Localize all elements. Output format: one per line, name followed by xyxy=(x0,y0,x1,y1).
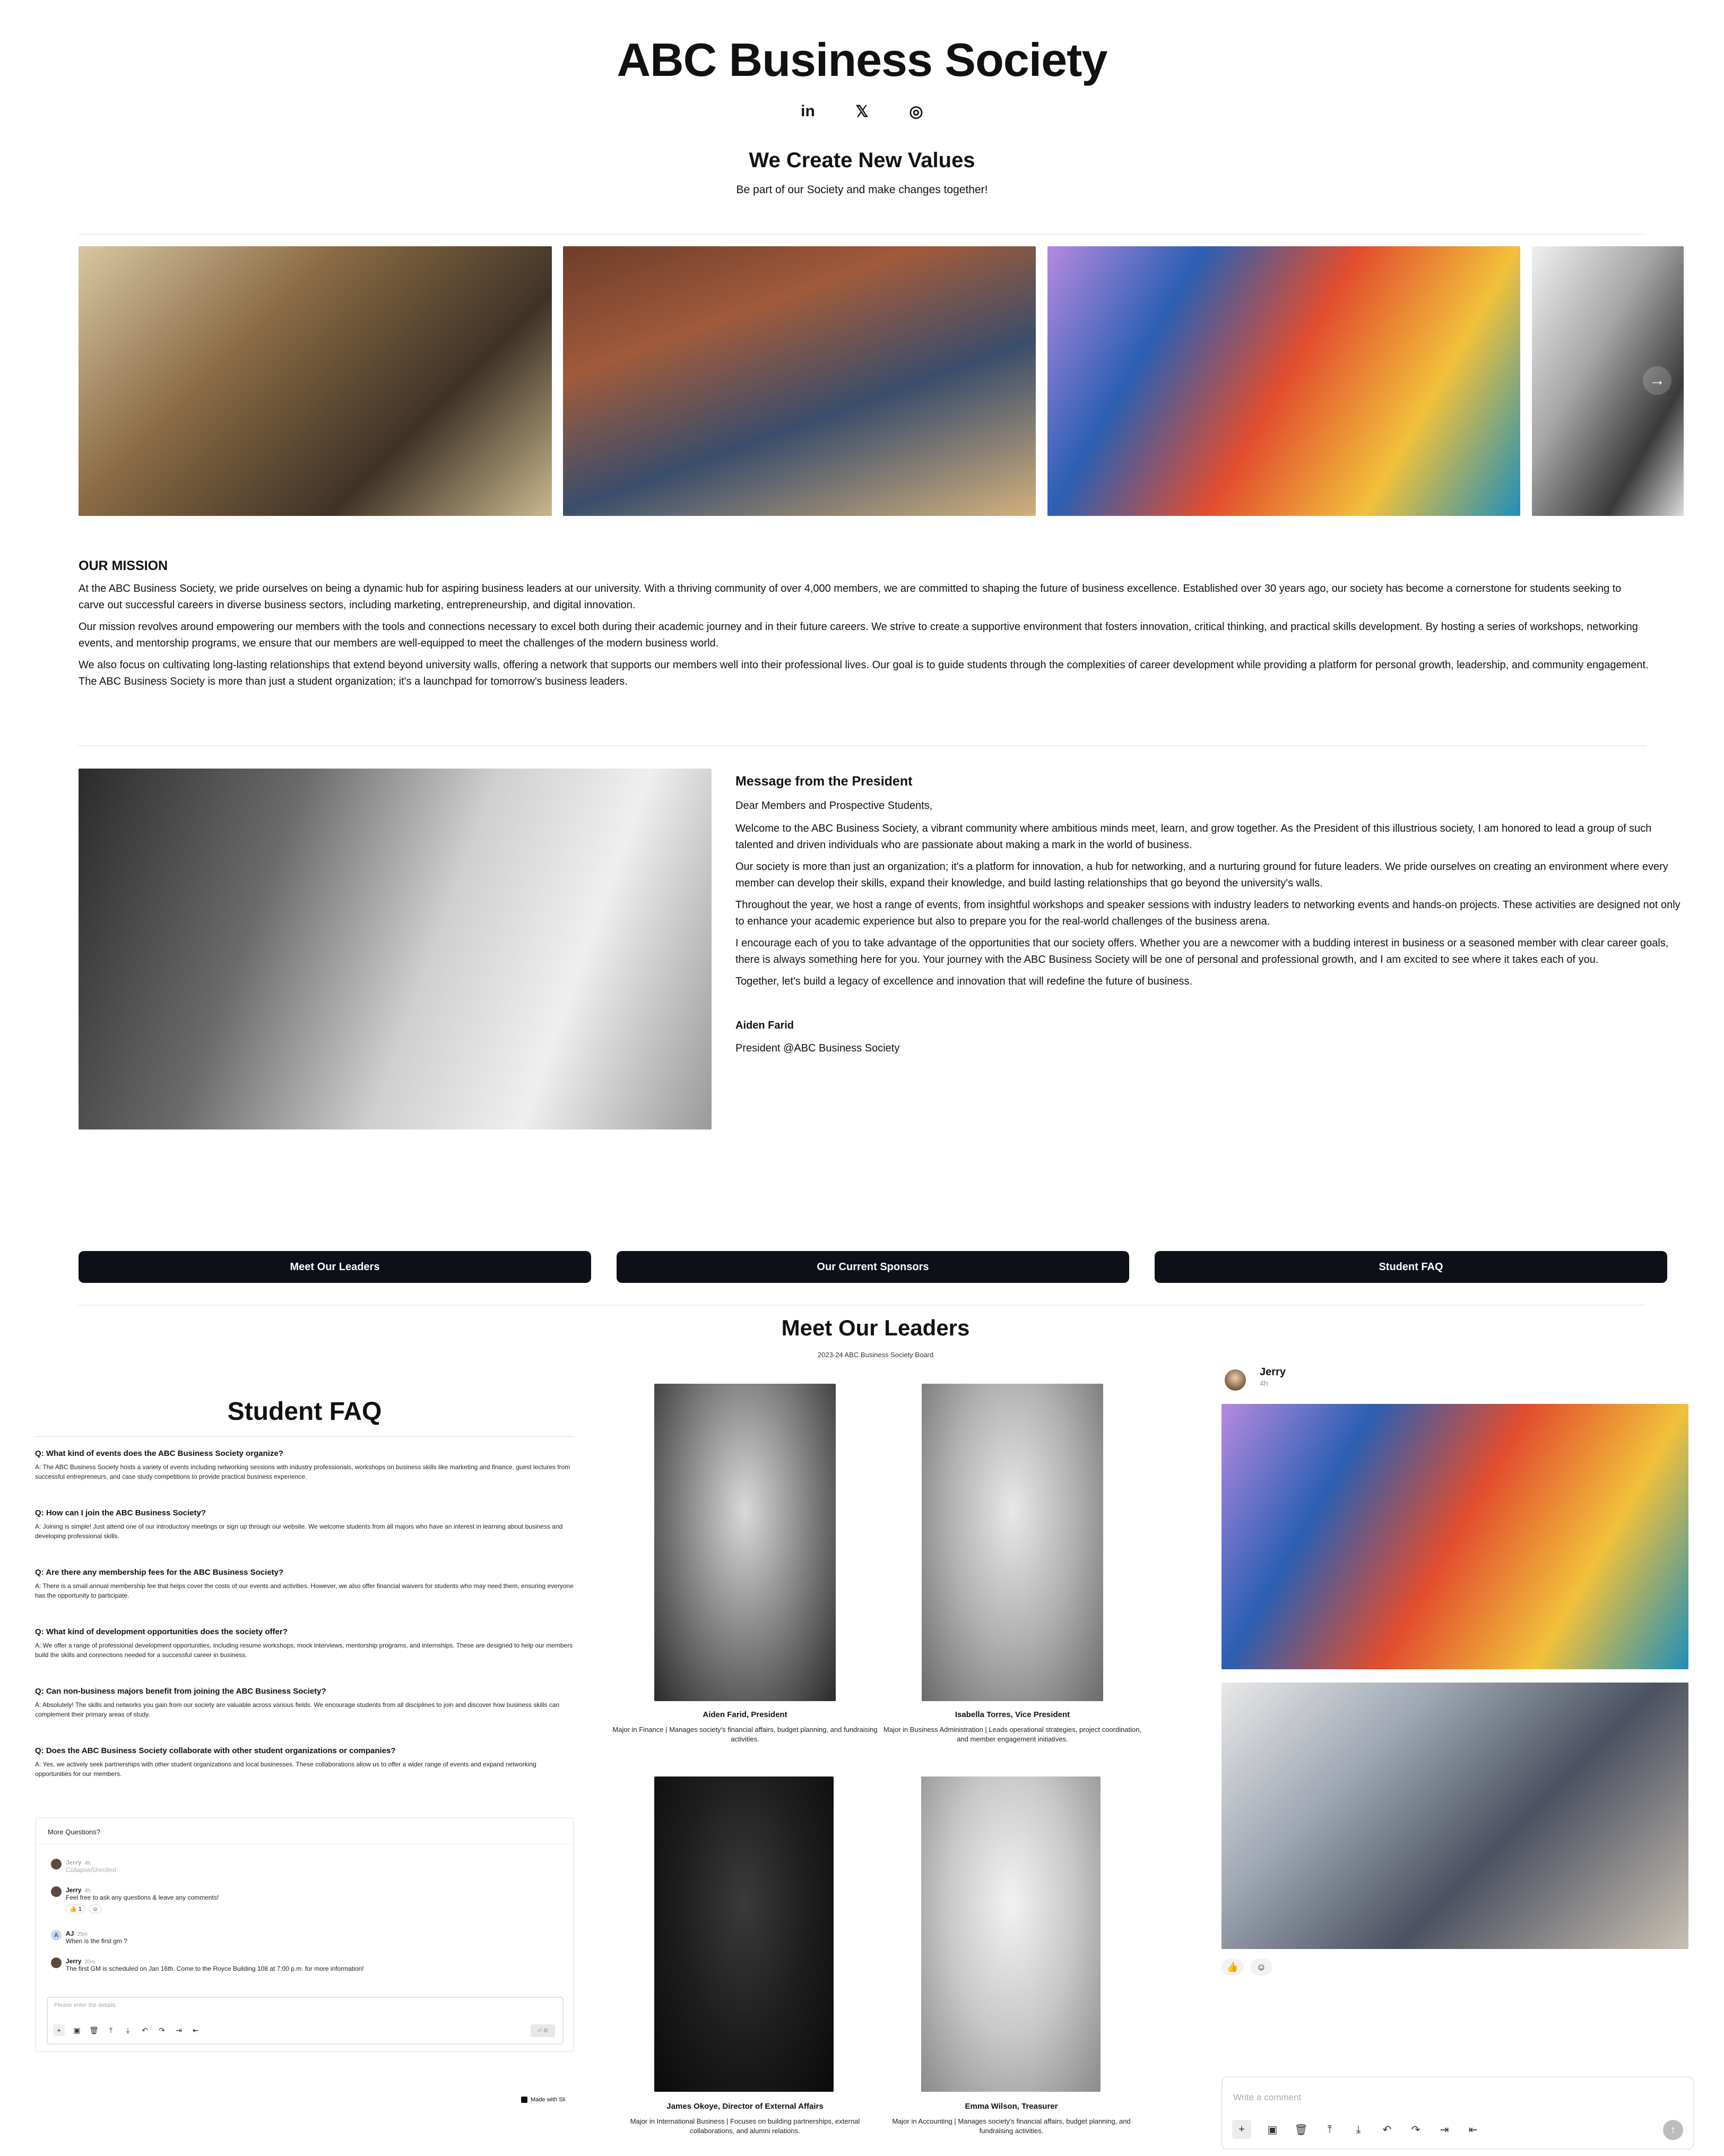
add-reaction-icon[interactable]: ☺ xyxy=(89,1904,102,1913)
trash-icon[interactable]: 🗑 xyxy=(89,2025,99,2034)
faq-question: Q: What kind of development opportunities does the society offer? xyxy=(35,1627,288,1636)
comment-input[interactable]: Write a comment xyxy=(1233,2092,1302,2102)
upload-icon[interactable]: ⤒ xyxy=(1327,2123,1332,2135)
faq-item xyxy=(35,1746,574,1806)
meet-leaders-button[interactable]: Meet Our Leaders xyxy=(79,1251,591,1283)
president-photo xyxy=(79,769,712,1129)
president-paragraph: I encourage each of you to take advantage of the opportunities that our society offers. Whether you are a newcomer with a budding interest in business or a seasoned member with clear career goals, there is always something here for you. Your journey with the ABC Business Society will be one of personal and professional growth, and I am excited to see where it takes each of you. xyxy=(735,937,1669,965)
x-icon[interactable]: 𝕏 xyxy=(855,102,869,120)
mission-paragraph: Our mission revolves around empowering our members with the tools and connections necessary to excel both during their academic journey and in their future careers. We strive to create a supportive environment that fosters innovation, critical thinking, and practical skills development. By hosting a series of workshops, networking events, and mentorship programs, we ensure that our members are well-equipped to meet the challenges of the modern business world. xyxy=(79,621,1638,649)
instagram-icon[interactable]: ◎ xyxy=(909,102,923,120)
faq-item xyxy=(35,1687,574,1746)
faq-answer: A: Yes, we actively seek partnerships with other student organizations and local businesses. These collaborations allow us to offer a wider range of events and expand networking opportunities for our members. xyxy=(35,1761,536,1778)
leader-description: Major in International Business | Focuses on building partnerships, external collaborations, and alumni relations. xyxy=(630,2117,860,2135)
comment-text: Feel free to ask any questions & leave any comments! xyxy=(66,1894,219,1901)
comment xyxy=(51,1886,219,1913)
widget-heading: More Questions? xyxy=(48,1828,100,1836)
leader-photo xyxy=(922,1384,1103,1701)
faq-answer: A: Joining is simple! Just attend one of our introductory meetings or sign up through our website. We welcome students from all majors who have an interest in learning about business and developing professional skills. xyxy=(35,1523,563,1540)
outdent-icon[interactable]: ⇤ xyxy=(1468,2124,1478,2136)
president-paragraph: Together, let's build a legacy of excellence and innovation that will redefine the future of business. xyxy=(735,976,1193,987)
president-message xyxy=(735,774,1685,1057)
mission-body xyxy=(79,581,1649,690)
faq-question: Q: Does the ABC Business Society collaborate with other student organizations or companies? xyxy=(35,1746,396,1755)
comment-author-name: Jerry xyxy=(66,1859,82,1866)
site-title: ABC Business Society xyxy=(617,33,1107,86)
thumbs-up-reaction[interactable]: 👍 1 xyxy=(66,1904,85,1913)
faq-answer: A: The ABC Business Society hosts a variety of events including networking sessions with industry professionals, workshops on business skills like marketing and finance, guest lectures from successful entrepreneurs, and case study competitions to provide practical business experience. xyxy=(35,1463,570,1480)
chevron-right-icon: → xyxy=(1649,372,1665,389)
faq-item xyxy=(35,1627,574,1687)
avatar xyxy=(51,1859,62,1869)
download-icon[interactable]: ⤓ xyxy=(1356,2123,1361,2135)
subtagline: Be part of our Society and make changes together! xyxy=(736,184,988,196)
leaders-subtitle: 2023-24 ABC Business Society Board xyxy=(817,1351,934,1359)
comments-widget xyxy=(35,1817,574,2052)
send-button[interactable]: ⏎ ⌘ xyxy=(531,2024,555,2037)
leader-description: Major in Finance | Manages society's financial affairs, budget planning, and fundraising activities. xyxy=(612,1726,878,1743)
sponsors-button[interactable]: Our Current Sponsors xyxy=(617,1251,1129,1283)
comment xyxy=(51,1930,127,1945)
avatar xyxy=(1225,1369,1246,1391)
trash-icon[interactable]: 🗑 xyxy=(1294,2124,1308,2136)
leader-name: Isabella Torres, Vice President xyxy=(955,1710,1070,1719)
comment-composer xyxy=(1221,2076,1694,2150)
comment-author xyxy=(66,1886,219,1894)
mission-heading: OUR MISSION xyxy=(79,558,168,573)
faq-answer: A: We offer a range of professional development opportunities, including resume workshops, mock interviews, mentorship programs, and internships. These are designed to help our members build the skills and connections needed for a successful career in business. xyxy=(35,1642,573,1659)
mission-paragraph: We also focus on cultivating long-lasting relationships that extend beyond university walls, offering a network that supports our members well into their professional lives. Our goal is to guide students through the complexities of career development while providing a platform for personal growth, leadership, and community engagement. The ABC Business Society is more than just a student organization; it's a launchpad for tomorrow's business leaders. xyxy=(79,659,1649,687)
faq-question: Q: What kind of events does the ABC Business Society organize? xyxy=(35,1449,283,1458)
editor-toolbar xyxy=(53,2024,201,2036)
indent-icon[interactable]: ⇥ xyxy=(176,2025,182,2034)
faq-item xyxy=(35,1449,574,1508)
leader-name: James Okoye, Director of External Affairs xyxy=(666,2102,824,2111)
carousel-next-button[interactable] xyxy=(1643,366,1671,395)
comment-time: 25m xyxy=(77,1931,88,1937)
divider xyxy=(79,1305,1645,1306)
divider xyxy=(79,745,1645,746)
comment-time: 20m xyxy=(84,1959,95,1965)
leader-name: Aiden Farid, President xyxy=(703,1710,787,1719)
comment-text: Collapse/Unrolled xyxy=(66,1866,116,1874)
undo-icon[interactable]: ↶ xyxy=(1382,2124,1392,2136)
reaction-bar xyxy=(66,1904,219,1913)
leader-photo xyxy=(921,1776,1101,2092)
comment-author xyxy=(66,1957,364,1965)
faq-question: Q: Can non-business majors benefit from joining the ABC Business Society? xyxy=(35,1687,326,1696)
plus-icon[interactable]: + xyxy=(53,2024,65,2036)
upload-icon[interactable]: ⤒ xyxy=(109,2025,113,2034)
linkedin-icon[interactable]: in xyxy=(801,102,815,120)
president-signature-name: Aiden Farid xyxy=(735,1020,794,1031)
thumbs-up-reaction[interactable]: 👍 xyxy=(1221,1959,1244,1976)
leaders-title: Meet Our Leaders xyxy=(781,1315,970,1340)
redo-icon[interactable]: ↷ xyxy=(159,2025,165,2034)
add-reaction-icon[interactable]: ☺ xyxy=(1250,1959,1272,1976)
divider xyxy=(79,234,1645,235)
leader-description: Major in Business Administration | Leads operational strategies, project coordination, and member engagement initiatives. xyxy=(883,1726,1142,1743)
president-paragraph: Throughout the year, we host a range of events, from insightful workshops and speaker sessions with industry leaders to networking events and hands-on projects. These activities are designed not only to enhance your academic experience but also to prepare you for the real-world challenges of the business arena. xyxy=(735,899,1680,927)
faq-item xyxy=(35,1508,574,1568)
faq-question: Q: Are there any membership fees for the ABC Business Society? xyxy=(35,1568,284,1577)
download-icon[interactable]: ⤓ xyxy=(126,2025,130,2034)
comment-text: The first GM is scheduled on Jan 16th. Come to the Royce Building 108 at 7:00 p.m. for more information! xyxy=(66,1965,364,1972)
comment-author xyxy=(66,1859,116,1866)
leader-name: Emma Wilson, Treasurer xyxy=(965,2102,1058,2111)
president-heading: Message from the President xyxy=(735,774,913,789)
plus-icon[interactable]: + xyxy=(1232,2120,1251,2139)
comment-author-name: Jerry xyxy=(66,1886,82,1894)
leader-description: Major in Accounting | Manages society's financial affairs, budget planning, and fundraising activities. xyxy=(892,2117,1131,2135)
president-paragraph: Our society is more than just an organization; it's a platform for innovation, a hub for networking, and a nurturing ground for future leaders. We pride ourselves on creating an environment where every member can develop their skills, expand their knowledge, and build lasting relationships that go beyond the university's walls. xyxy=(735,861,1668,889)
logo-icon xyxy=(521,2097,527,2103)
avatar xyxy=(51,1886,62,1897)
made-with-badge[interactable] xyxy=(521,2097,565,2103)
comment xyxy=(51,1859,116,1874)
avatar: A xyxy=(51,1930,62,1941)
comment xyxy=(51,1957,364,1972)
image-icon[interactable]: ▣ xyxy=(73,2025,81,2034)
post-photo-2[interactable] xyxy=(1221,1683,1688,1949)
carousel-photo-1 xyxy=(79,246,552,516)
carousel-photo-2 xyxy=(563,246,1036,516)
president-signature-title: President @ABC Business Society xyxy=(735,1042,900,1054)
editor-toolbar xyxy=(1232,2120,1480,2139)
comment-time: 4h xyxy=(84,1860,91,1866)
comment-input[interactable]: Please enter the details. xyxy=(54,2002,117,2008)
post-time: 4h xyxy=(1260,1379,1268,1387)
faq-answer: A: There is a small annual membership fee that helps cover the costs of our events and activities. However, we also offer financial waivers for students who may need them, ensuring everyone has the opportunity to participate. xyxy=(35,1582,574,1599)
tagline: We Create New Values xyxy=(749,149,975,172)
outdent-icon[interactable]: ⇤ xyxy=(193,2025,199,2034)
comment-time: 4h xyxy=(84,1888,91,1894)
comment-text: When is the first gm ? xyxy=(66,1937,128,1945)
post-author: Jerry xyxy=(1260,1366,1286,1378)
image-icon[interactable]: ▣ xyxy=(1267,2124,1278,2136)
faq-item xyxy=(35,1568,574,1627)
leader-photo xyxy=(654,1384,836,1701)
president-greeting: Dear Members and Prospective Students, xyxy=(735,800,933,812)
indent-icon[interactable]: ⇥ xyxy=(1440,2124,1449,2136)
avatar xyxy=(51,1957,62,1968)
comment-author-name: Jerry xyxy=(66,1957,82,1965)
comment-author xyxy=(66,1930,127,1937)
faq-question: Q: How can I join the ABC Business Society? xyxy=(35,1508,206,1517)
made-with-text: Made with Sli xyxy=(531,2097,566,2103)
post-photo-1[interactable] xyxy=(1221,1404,1688,1669)
faq-title: Student FAQ xyxy=(227,1398,382,1426)
faq-answer: A: Absolutely! The skills and networks you gain from our society are valuable across various fields. We encourage students from all disciplines to join and discover how business skills can complement their primary areas of study. xyxy=(35,1701,560,1718)
divider xyxy=(35,1436,574,1437)
comment-input-box xyxy=(47,1997,564,2045)
student-faq-button[interactable]: Student FAQ xyxy=(1155,1251,1667,1283)
redo-icon[interactable]: ↷ xyxy=(1411,2124,1420,2136)
undo-icon[interactable]: ↶ xyxy=(142,2025,148,2034)
social-links xyxy=(0,101,1724,122)
carousel-photo-3 xyxy=(1047,246,1520,516)
leader-photo xyxy=(654,1776,834,2092)
faq-list xyxy=(35,1449,574,1806)
president-paragraph: Welcome to the ABC Business Society, a vibrant community where ambitious minds meet, learn, and grow together. As the President of this illustrious society, I am honored to lead a group of such talented and driven individuals who are passionate about making a mark in the world of business. xyxy=(735,823,1652,851)
send-button[interactable]: ↑ xyxy=(1663,2120,1683,2140)
mission-paragraph: At the ABC Business Society, we pride ourselves on being a dynamic hub for aspiring business leaders at our university. With a thriving community of over 4,000 members, we are committed to shaping the future of business excellence. Established over 30 years ago, our society has become a cornerstone for students seeking to carve out successful careers in diverse business sectors, including marketing, entrepreneurship, and digital innovation. xyxy=(79,583,1622,611)
comment-author-name: AJ xyxy=(66,1930,74,1937)
